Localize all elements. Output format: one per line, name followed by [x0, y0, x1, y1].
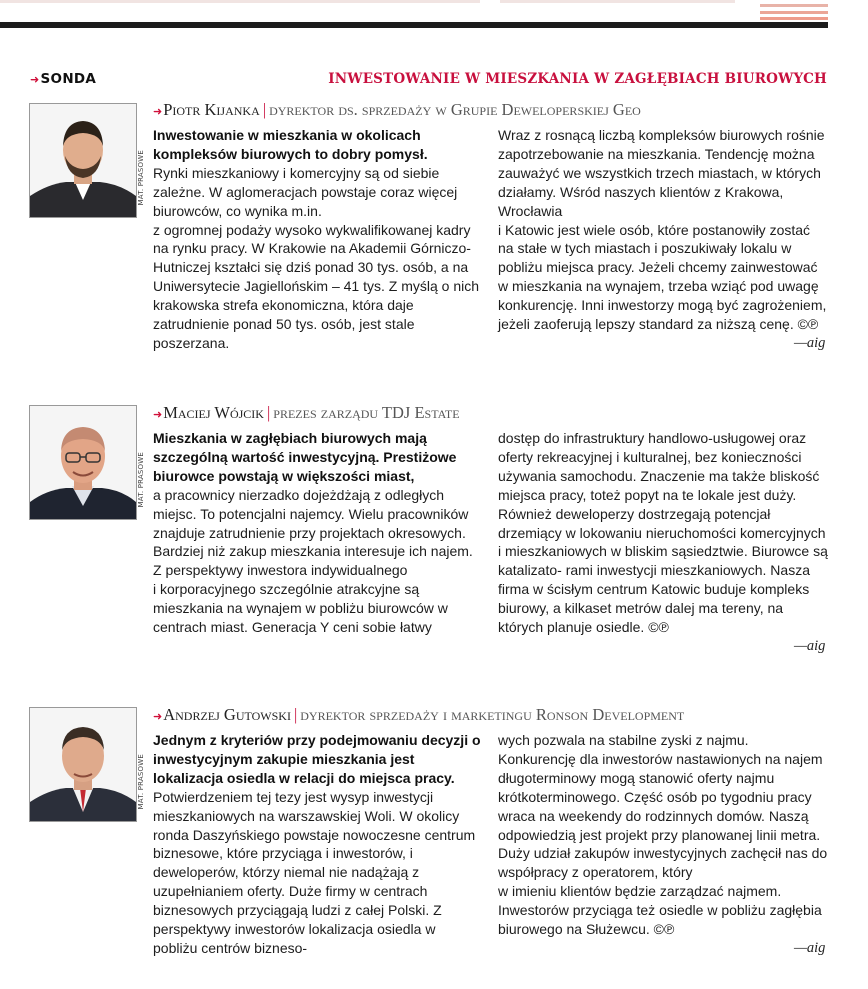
author-role: dyrektor sprzedaży i marketingu Ronson Development: [300, 705, 685, 724]
body-text: wych pozwala na stabilne zyski z najmu. Konkurencję dla inwestorów nastawionych na najem długoterminowy mogą stanowić oferty najmu krótkoterminowego. Część osób po tygodniu pracy wraca na weekendy do rodzinnych domów. Naszą odpowiedzią jest projekt przy planowanej linii metra.: [498, 732, 823, 843]
author-role: prezes zarządu TDJ Estate: [273, 403, 460, 422]
portrait-photo: [29, 405, 137, 520]
portrait-piotr-kijanka: [30, 104, 136, 217]
author-name: Andrzej Gutowski: [163, 705, 291, 724]
top-stripe: [0, 0, 480, 3]
answer-column: [153, 731, 483, 958]
answer-column: [153, 126, 483, 353]
body-text: Z perspektywy inwestora indywidualnego: [153, 562, 408, 579]
lead-text: Inwestowanie w mieszkania w okolicach kompleksów biurowych to dobry pomysł.: [153, 127, 428, 162]
byline-separator: |: [293, 705, 298, 724]
byline: [153, 403, 460, 423]
top-accent-stripe: [760, 11, 828, 14]
arrow-icon: ➜: [153, 409, 163, 421]
body-text: i korporacyjnego szczególnie atrakcyjne są mieszkania na wynajem w pobliżu biurowców w centrach miast. Generacja Y ceni sobie łatwy: [153, 581, 448, 636]
body-text: z ogromnej podaży wysoko wykwalifikowanej kadry na rynku pracy. W Krakowie na Akademii Górniczo-Hutniczej kształci się dziś ponad 30 tys. osób, a na Uniwersytecie Jagiellońskim – 41 tys. Z myślą o nich krakowska strefa ekonomiczna, która daje zatrudnienie ponad 50 tys. osób, jest stale poszerzana.: [153, 221, 480, 351]
body-text: Rynki mieszkaniowy i komercyjny są od siebie zależne. W aglomeracjach powstaje coraz więcej biurowców, co wynika m.in.: [153, 164, 458, 219]
author-signature: —aig: [794, 638, 826, 654]
photo-credit: MAT. PRASOWE: [137, 150, 145, 206]
answer-column: [498, 731, 828, 939]
arrow-icon: ➜: [153, 106, 163, 118]
answer-column: [498, 429, 828, 637]
top-accent-stripe: [760, 17, 828, 20]
author-signature: —aig: [794, 335, 826, 351]
answer-column: [153, 429, 483, 637]
body-text: dostęp do infrastruktury handlowo-usługowej oraz oferty rekreacyjnej i kulturalnej, bez konieczności używania samochodu. Znaczenie ma także bliskość miejsca pracy, toteż popyt na te lokale jest duży. Również deweloperzy dostrzegają potencjał drzemiący w lokowaniu nieruchomości komercyjnych i mieszkaniowych w bliskim sąsiedztwie. Biurowce są katalizato- rami inwestycji mieszkaniowych. Nasza firma w ścisłym centrum Katowic buduje kompleks biurowy, a kilkaset metrów dalej ma tereny, na których planuje osiedle. ©℗: [498, 430, 828, 636]
page-headline: INWESTOWANIE W MIESZKANIA W ZAGŁĘBIACH BIUROWYCH: [328, 71, 827, 87]
body-text: Wraz z rosnącą liczbą kompleksów biurowych rośnie zapotrzebowanie na mieszkania. Tendencję można zauważyć we wszystkich trzech miastach, w których działamy. Wśród naszych klientów z Krakowa, Wrocławia: [498, 127, 825, 219]
lead-text: Mieszkania w zagłębiach biurowych mają szczególną wartość inwestycyjną. Prestiżowe biurowce powstają w większości miast,: [153, 430, 457, 484]
arrow-icon: ➜: [153, 711, 163, 723]
byline-separator: |: [262, 100, 267, 119]
portrait-andrzej-gutowski: [30, 708, 136, 821]
body-text: i Katowic jest wiele osób, które postanowiły zostać na stałe w tych miastach i poszukiwały lokalu w pobliżu miejsca pracy. Jeżeli chcemy zainwestować w mieszkania na wynajem, trzeba wziąć pod uwagę konkurencję. Inni inwestorzy mogą być zagrożeniem, jeżeli zaoferują lepszy standard za niższą cenę. ©℗: [498, 221, 827, 333]
body-text: Potwierdzeniem tej tezy jest wysyp inwestycji mieszkaniowych na warszawskiej Woli. W okolicy ronda Daszyńskiego powstaje nowoczesne centrum biznesowe, które przyciąga i inwestorów, i deweloperów, którzy niemal nie nadążają z uzupełnianiem oferty. Duże firmy w centrach biznesowych przyciągają ludzi z całej Polski. Z perspektywy inwestorów lokalizacja osiedla w pobliżu centrów bizneso-: [153, 788, 476, 956]
portrait-maciej-wojcik: [30, 406, 136, 519]
body-text: Duży udział zakupów inwestycyjnych zachęcił nas do współpracy z operatorem, który: [498, 845, 828, 881]
byline: [153, 100, 641, 120]
top-rule: [0, 22, 828, 28]
answer-column: [498, 126, 828, 334]
author-role: dyrektor ds. sprzedaży w Grupie Deweloperskiej Geo: [269, 100, 641, 119]
body-text: w imieniu klientów będzie zarządzać najmem. Inwestorów przyciąga też osiedle w pobliżu zagłębia biurowego na Służewcu. ©℗: [498, 883, 822, 938]
top-stripe: [500, 0, 735, 3]
body-text: a pracownicy nierzadko dojeżdżają z odległych miejsc. To potencjalni najemcy. Wielu pracowników znajduje zatrudnienie przy projektach okresowych. Bardziej niż zakup mieszkania interesuje ich najem.: [153, 486, 473, 560]
photo-credit: MAT. PRASOWE: [137, 452, 145, 508]
author-name: Maciej Wójcik: [163, 403, 264, 422]
author-signature: —aig: [794, 940, 826, 956]
byline: [153, 705, 684, 725]
author-name: Piotr Kijanka: [163, 100, 260, 119]
portrait-photo: [29, 103, 137, 218]
top-accent-stripe: [760, 4, 828, 7]
byline-separator: |: [266, 403, 271, 422]
arrow-icon: ➜: [30, 73, 40, 86]
portrait-photo: [29, 707, 137, 822]
top-decorative-bar: [0, 0, 828, 28]
photo-credit: MAT. PRASOWE: [137, 754, 145, 810]
section-label: ➜SONDA: [30, 71, 97, 87]
lead-text: Jednym z kryteriów przy podejmowaniu decyzji o inwestycyjnym zakupie mieszkania jest lokalizacja osiedla w relacji do miejsca pracy.: [153, 732, 481, 786]
